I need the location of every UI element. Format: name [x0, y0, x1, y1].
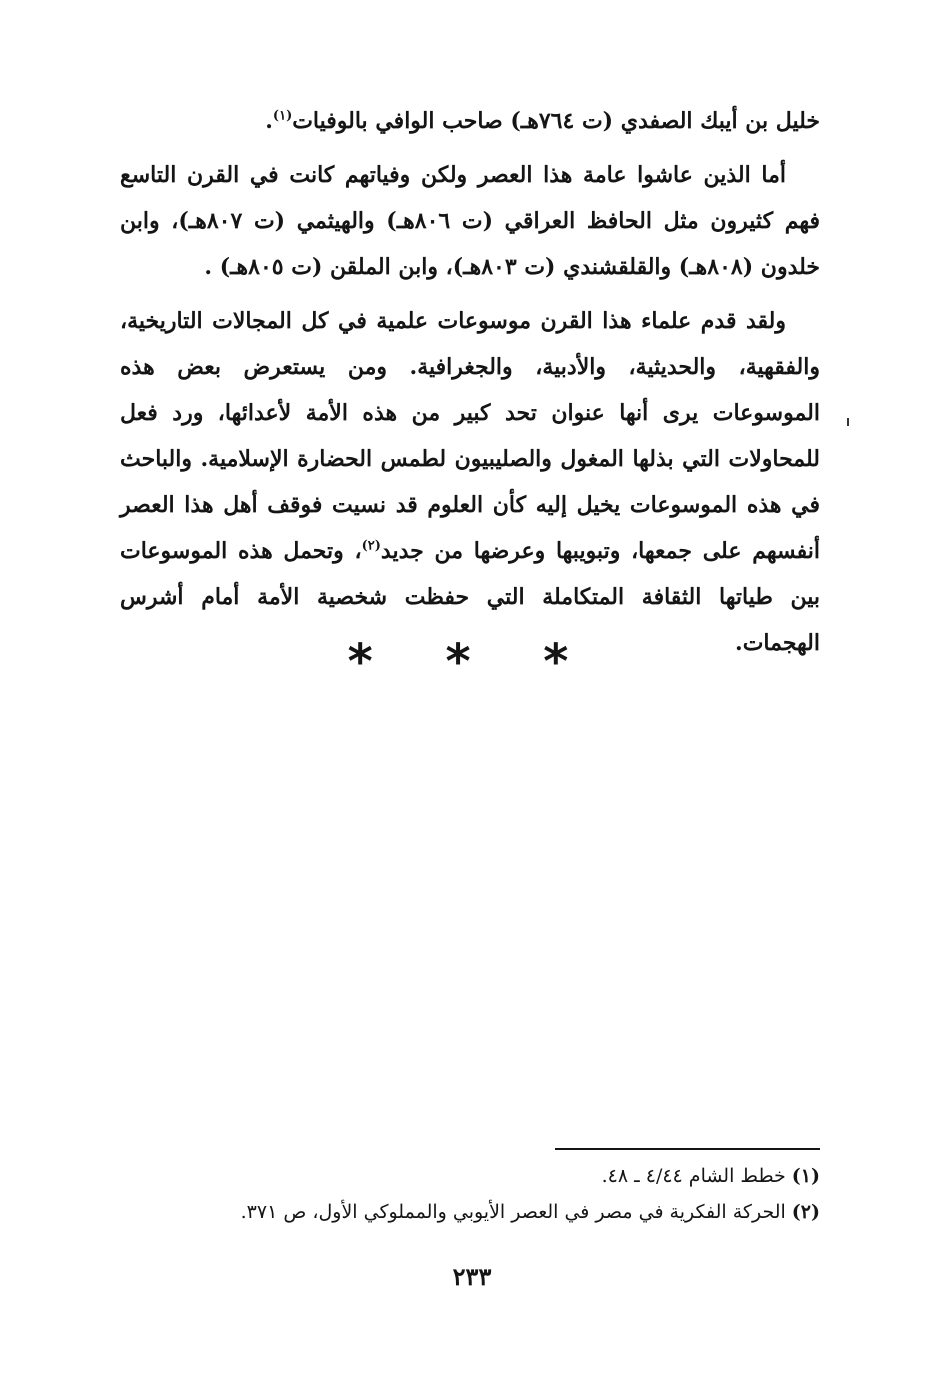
- paragraph-ninth-century: أما الذين عاشوا عامة هذا العصر ولكن وفياتهم كانت في القرن التاسع فهم كثيرون مثل الحافظ العراقي (ت ٨٠٦هـ) والهيثمي (ت ٨٠٧هـ)، وابن خلدون (٨٠٨هـ) والقلقشندي (ت ٨٠٣هـ)، وابن الملقن (ت ٨٠٥هـ) .: [120, 162, 821, 280]
- paragraph-3-text-a: ولقد قدم علماء هذا القرن موسوعات علمية في كل المجالات التاريخية، والفقهية، والحديثية، والأدبية، والجغرافية. ومن يستعرض بعض هذه الموسوعات يرى أنها عنوان تحد كبير من هذه الأمة لأعدائها، ورد فعل للمحاولات التي بذلها المغول والصليبيون لطمس الحضارة الإسلامية. والباحث في هذه الموسوعات يخيل إليه كأن العلوم قد نسيت فوقف أهل هذا العصر أنفسهم على جمعها، وتبويبها وعرضها من جديد: [120, 308, 820, 564]
- footnote-1-text: خطط الشام ٤/٤٤ ـ ٤٨.: [601, 1165, 786, 1187]
- page-number: ٢٣٣: [452, 1262, 492, 1291]
- paragraph-1-end: .: [265, 108, 273, 134]
- paragraph-safadi: [120, 98, 820, 144]
- footnote-2-text: الحركة الفكرية في مصر في العصر الأيوبي والمملوكي الأول، ص ٣٧١.: [240, 1201, 786, 1223]
- section-separator: * * *: [347, 634, 597, 690]
- footnote-1-number: (١): [791, 1165, 820, 1187]
- footnote-ref-1: (١): [272, 108, 293, 124]
- footnote-1: [120, 1158, 820, 1194]
- footnote-2: [120, 1194, 820, 1230]
- paragraph-encyclopedias: [120, 298, 820, 666]
- footnotes: [120, 1158, 820, 1230]
- footnote-ref-2: (٢): [361, 538, 381, 554]
- paragraph-1-text: خليل بن أيبك الصفدي (ت ٧٦٤هـ) صاحب الوافي بالوفيات: [292, 108, 820, 134]
- margin-mark: [847, 418, 849, 426]
- paragraph-3-text-b: ، وتحمل هذه الموسوعات بين طياتها الثقافة المتكاملة التي حفظت شخصية الأمة أمام أشرس الهجمات.: [120, 538, 820, 656]
- footnote-divider: [555, 1148, 820, 1150]
- footnote-2-number: (٢): [791, 1201, 820, 1223]
- main-text: [120, 98, 820, 666]
